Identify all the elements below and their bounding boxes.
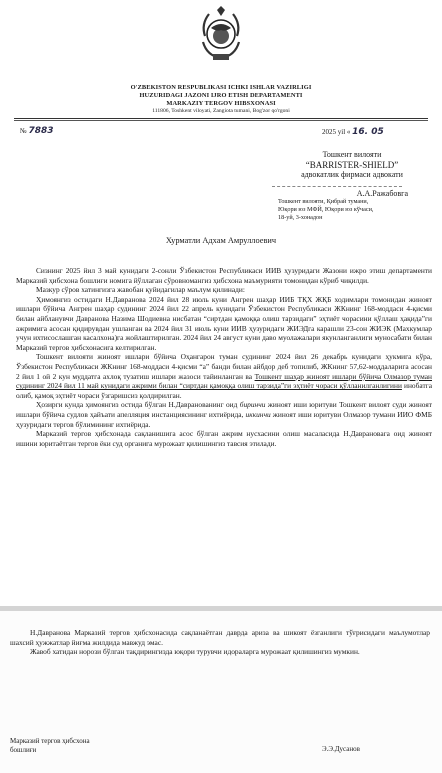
body-paragraph-3: Ҳимоянгиз остидаги Н.Даврaнова 2024 йил 28 июль куни Ангрен шаҳар ИИБ ТҚХ ЖҚБ ходимлари томонидан жиноят ишлари бўйича Ангрен шаҳар судининг 2024 йил 22 апрель кунидаги Ўзбекистон Республикаси ЖКнинг 168-моддаси 4-қисми билан айбланувчи Давранова Назима Шодиевна нисбатан “сиртдан қамоққа олиш тарзидаги” эҳтиёт чорасини қўллаш ҳақида”ги ажримига асосан қидирувдан ушланган ва 2024 йил 31 июль куни ИИВ ҳузуридаги ЖИЭДга карашли 23-сон ЖИЭК (Махкумлар учун ихтисослашган касалхона)га жойлаштирилган. 2024 йил 24 август куни даво муолажалари якунланганлиги муносабати билан Марказий тергов ҳибсхонасига келтирилган. <box>16 294 432 352</box>
recipient-address <box>278 198 438 222</box>
recipient-underline <box>272 186 402 187</box>
recipient-block <box>268 150 436 199</box>
state-emblem-icon <box>197 6 245 64</box>
letter-page-2 <box>0 611 442 773</box>
body-paragraph-1: Сизнинг 2025 йил 3 май кунидаги 2-сонли Ўзбекистон Республикаси ИИВ ҳузуридаги Жазони ижро этиш департаменти Марказий ҳибсхона бошлиғи номига йўллаган сўровномангиз ҳибсхона маъмурияти томонидан кўриб чиқилди. <box>16 266 432 285</box>
date-prefix: 2025 yil « <box>322 128 351 136</box>
letter-date <box>322 128 384 136</box>
p4-text-a: Тошкент вилояти жиноят ишлари бўйича Оҳангарон туман судининг 2024 йил 26 декабрь кунидаги ҳукмига кўра, Ўзбекистон Республикаси ЖКнинг 168-моддаси 4-қисми “а” банди билан айбдор деб топилиб, ЖКнинг 57,62-моддаларига асосан 2 йил 1 ой 2 кун муддатга ахлоқ тузатиш ишлари жазоси тайинланган ва <box>16 352 432 381</box>
p5-text-a: Ҳозирги кунда ҳимоянгиз остида бўлган Н.Давранованинг оид <box>36 400 240 410</box>
salutation: Хурматли Адхам Амруллоевич <box>165 236 277 245</box>
signatory-title <box>10 737 90 755</box>
p5-second: иккинчи <box>245 409 271 419</box>
number-prefix: № <box>20 127 27 135</box>
page2-body <box>10 628 430 657</box>
body-paragraph-6: Марказий тергов ҳибсхонада сақланишига асос бўлган ажрим нусхасини олиш масаласида Н.Даврановага оид жиноят ишини юритаётган тергов ёки суд органига мурожаат қилишингиз тавсия этилади. <box>16 429 432 448</box>
page2-paragraph-1: Н.Давранова Марказий тергов ҳибсхонасида сақланаётган даврда ариза ва шикоят ёзганлиги тўғрисидаги маълумотлар шахсий ҳужжатлар йиғма жилдида мавжуд эмас. <box>10 628 430 647</box>
recipient-name: А.А.Ражабовга <box>356 188 408 198</box>
org-address: 111806, Toshkent viloyati, Zangiota tumani, Bog'zor qo'rgoni <box>152 108 290 114</box>
p5-first: биринчи <box>239 400 266 410</box>
recipient-address-line-2: Юқори юз МФЙ, Юқори юз кўчаси, <box>278 206 374 213</box>
org-name-line-3: MARKAZIY TERGOV HIBSXONASI <box>166 100 276 107</box>
p5-text-e: жиноят иши юритуви Олмазор тумани ИИО ФМБ ҳузуридаги тергов бўлимининг ихтиёрида. <box>16 409 432 429</box>
recipient-firm: “BARRISTER-SHIELD” <box>305 160 399 171</box>
page2-paragraph-2: Жавоб хатидан норози бўлган тақдирингизда юқори турувчи идораларга мурожаат қилишингиз мумкин. <box>30 647 360 657</box>
p4-underlined: Тошкент шаҳар жиноят ишлари бўйича Олмазор туман судининг 2024 йил 11 май кунидаги ажрими билан “сиртдан қамоққа олиш тарзида”ги эҳтиёт чораси қўлланилганлигини <box>16 371 432 391</box>
body-paragraph-4 <box>16 352 432 400</box>
number-handwritten: 7883 <box>28 126 54 136</box>
signatory-title-line-2: бошлиғи <box>10 746 37 754</box>
recipient-role: адвокатлик фирмаси адвокати <box>301 170 403 180</box>
p5-text-c: жиноят иши юритуви Тошкент вилоят суди жиноят ишлари бўйича судлов ҳайъати апелляция инстанциясининг ихтиёрида, <box>16 400 432 419</box>
letter-body <box>16 266 432 448</box>
body-paragraph-5 <box>16 400 432 429</box>
p4-text-c: инобатга олиб, қамоқ эҳтиёт чораси ўзгаришсиз қолдирилган. <box>16 381 432 400</box>
outgoing-number <box>20 127 54 135</box>
signatory-title-line-1: Марказий тергов ҳибсхона <box>10 737 90 745</box>
header-rule <box>14 118 428 119</box>
date-handwritten: 16. 05 <box>352 127 384 137</box>
signatory-name: Э.Э.Дусанов <box>322 745 360 753</box>
recipient-address-line-3: 18-уй, 3-хонадон <box>278 214 323 221</box>
header-rule-thin <box>14 120 428 121</box>
body-paragraph-2: Мазкур сўров хатингизга жавобан қуйидагилар маълум қилинади: <box>36 285 245 295</box>
recipient-address-line-1: Тошкент вилояти, Қибрай тумани, <box>278 198 369 205</box>
org-name-line-2: HUZURIDAGI JAZONI IJRO ETISH DEPARTAMENTI <box>139 92 303 99</box>
recipient-region: Тошкент вилояти <box>322 150 382 159</box>
org-name-line-1: O'ZBEKISTON RESPUBLIKASI ICHKI ISHLAR VAZIRLIGI <box>130 84 312 91</box>
